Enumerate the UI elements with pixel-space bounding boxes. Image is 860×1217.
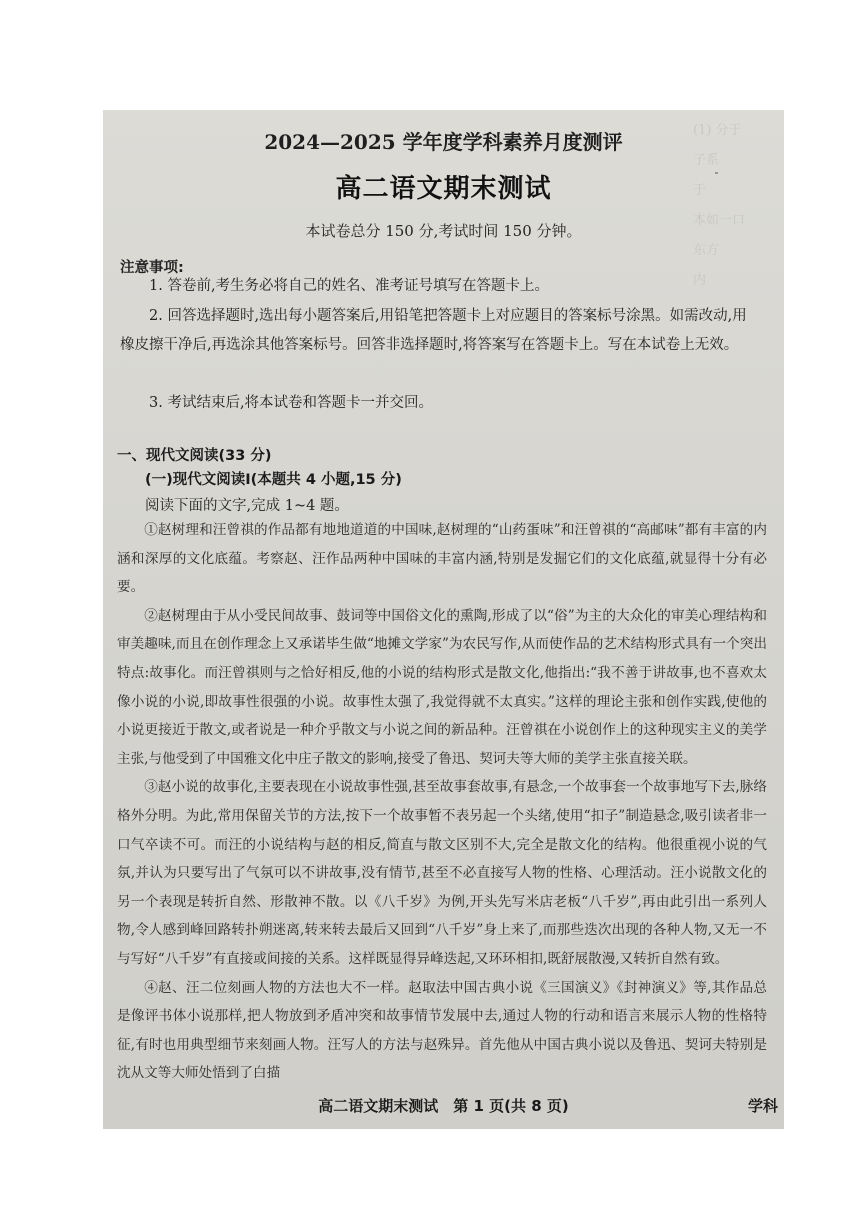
reading-passage [117, 516, 767, 1088]
footer-corner-tag: 学科 [747, 1097, 778, 1115]
reading-instruction: 阅读下面的文字,完成 1~4 题。 [145, 498, 349, 514]
notice-item-3: 3. 考试结束后,将本试卷和答题卡一并交回。 [149, 395, 434, 411]
exam-intro: 本试卷总分 150 分,考试时间 150 分钟。 [305, 222, 582, 240]
subsection-heading: (一)现代文阅读Ⅰ(本题共 4 小题,15 分) [145, 472, 402, 488]
passage-paragraph-3: ③赵小说的故事化,主要表现在小说故事性强,甚至故事套故事,有悬念,一个故事套一个故事地写下去,脉络格外分明。为此,常用保留关节的方法,按下一个故事暂不表另起一个头绪,使用“扣子”制造悬念,吸引读者非一口气卒读不可。而汪的小说结构与赵的相反,简直与散文区别不大,完全是散文化的结构。他很重视小说的气氛,并认为只要写出了气氛可以不讲故事,没有情节,甚至不必直接写人物的性格、心理活动。汪小说散文化的另一个表现是转折自然、形散神不散。以《八千岁》为例,开头先写米店老板“八千岁”,再由此引出一系列人物,令人感到峰回路转扑朔迷离,转来转去最后又回到“八千岁”身上来了,而那些迭次出现的各种人物,又无一不与写好“八千岁”有直接或间接的关系。这样既显得异峰迭起,又环环相扣,既舒展散漫,又转折自然有致。 [117, 779, 767, 967]
passage-paragraph-2: ②赵树理由于从小受民间故事、鼓词等中国俗文化的熏陶,形成了以“俗”为主的大众化的审美心理结构和审美趣味,而且在创作理念上又承诺毕生做“地摊文学家”为农民写作,从而使作品的艺术结构形式具有一个突出特点:故事化。而汪曾祺则与之恰好相反,他的小说的结构形式是散文化,他指出:“我不善于讲故事,也不喜欢太像小说的小说,即故事性很强的小说。故事性太强了,我觉得就不太真实。”这样的理论主张和创作实践,使他的小说更接近于散文,或者说是一种介乎散文与小说之间的新品种。汪曾祺在小说创作上的这种现实主义的美学主张,与他受到了中国雅文化中庄子散文的影响,接受了鲁迅、契诃夫等大师的美学主张直接关联。 [117, 607, 767, 767]
bleed-through-text: (1) 分于 子系 于 本如一口 东方 内 [693, 123, 746, 288]
exam-series-title: 2024—2025 学年度学科素养月度测评 [264, 130, 623, 154]
notice-heading: 注意事项: [120, 260, 184, 276]
notice-item-1: 1. 答卷前,考生务必将自己的姓名、准考证号填写在答题卡上。 [149, 278, 550, 294]
notice-item-2: 2. 回答选择题时,选出每小题答案后,用铅笔把答题卡上对应题目的答案标号涂黑。如需改动,用橡皮擦干净后,再选涂其他答案标号。回答非选择题时,将答案写在答题卡上。写在本试卷上无效。 [120, 308, 747, 353]
exam-paper-photo [103, 110, 784, 1129]
section-heading: 一、现代文阅读(33 分) [117, 448, 272, 464]
passage-paragraph-1: ①赵树理和汪曾祺的作品都有地地道道的中国味,赵树理的“山药蛋味”和汪曾祺的“高邮味”都有丰富的内涵和深厚的文化底蕴。考察赵、汪作品两种中国味的丰富内涵,特别是发掘它们的文化底蕴,就显得十分有必要。 [117, 522, 767, 596]
page-footer: 高二语文期末测试 第 1 页(共 8 页) [318, 1097, 569, 1115]
passage-paragraph-4: ④赵、汪二位刻画人物的方法也大不一样。赵取法中国古典小说《三国演义》《封神演义》等,其作品总是像评书体小说那样,把人物放到矛盾冲突和故事情节发展中去,通过人物的行动和语言来展示人物的性格特征,有时也用典型细节来刻画人物。汪写人的方法与赵殊异。首先他从中国古典小说以及鲁迅、契诃夫特别是沈从文等大师处悟到了白描 [117, 979, 767, 1082]
exam-title: 高二语文期末测试 [335, 174, 552, 204]
